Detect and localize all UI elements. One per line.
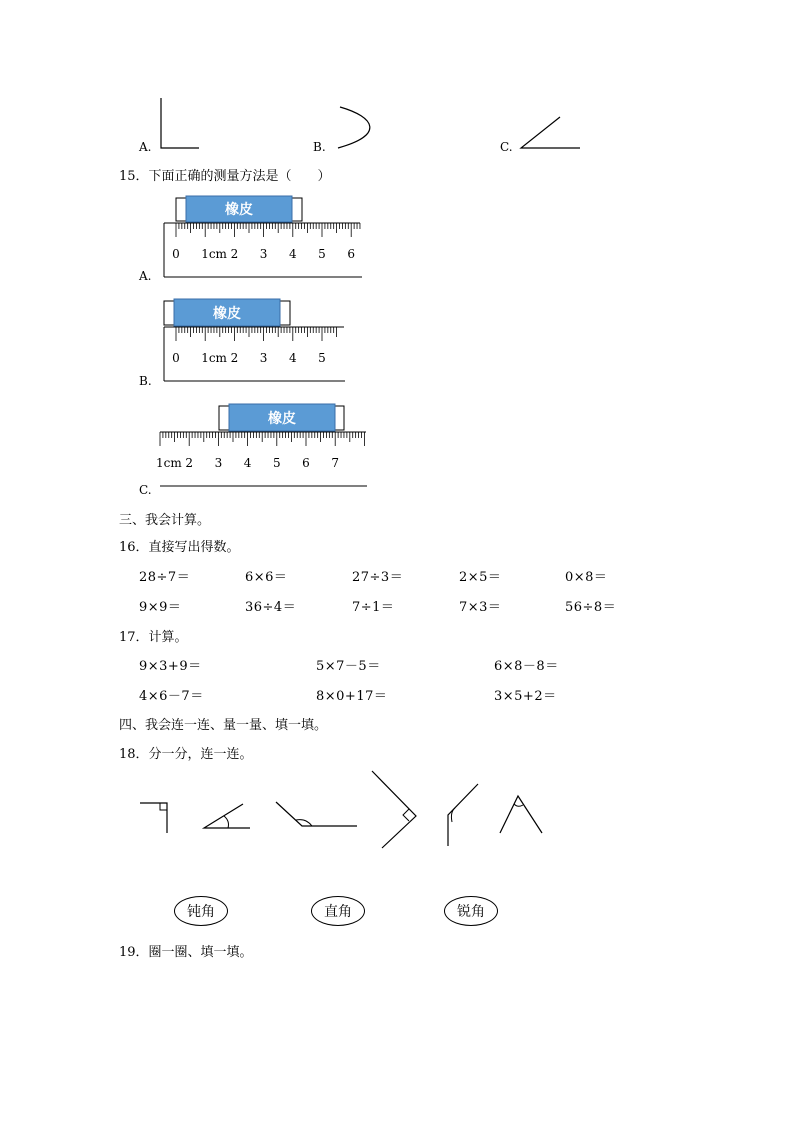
q16-title: 16．直接写出得数。 — [119, 540, 240, 555]
ruler-c-tick-label: 6 — [302, 456, 310, 470]
q16-row2-item: 7÷1＝ — [352, 600, 395, 615]
oval-right-angle[interactable]: 直角 — [311, 896, 365, 926]
q16-row2-item: 36÷4＝ — [245, 600, 297, 615]
q17-row2-item: 8×0+17＝ — [316, 689, 388, 704]
ruler-b-tick-label: 1cm — [201, 351, 227, 365]
ruler-a-tick-label: 4 — [288, 247, 297, 261]
q17-row1-item: 5×7－5＝ — [316, 659, 381, 674]
ruler-a-tick-label: 6 — [347, 247, 356, 261]
ruler-c-tick-label: 5 — [272, 456, 281, 470]
q17-row2-item: 3×5+2＝ — [494, 689, 557, 704]
section-3-heading: 三、我会计算。 — [119, 513, 211, 528]
ruler-c-tick-label: 4 — [243, 456, 252, 470]
ruler-c-option-label: C. — [139, 483, 152, 497]
ruler-a-tick-label: 5 — [318, 247, 326, 261]
ruler-c-tick-label: 2 — [185, 456, 194, 470]
q16-row2-item: 9×9＝ — [139, 600, 182, 615]
right-angle-figure-1 — [140, 803, 167, 833]
ruler-b-tick-label: 4 — [288, 351, 297, 365]
acute-angle-figure-3 — [500, 796, 542, 833]
ruler-c-tick-label: 1cm — [156, 456, 182, 470]
q16-row1-item: 28÷7＝ — [139, 570, 191, 585]
ruler-c-tick-label: 3 — [214, 456, 223, 470]
oval-obtuse-angle[interactable]: 钝角 — [174, 896, 228, 926]
q17-row2-item: 4×6－7＝ — [139, 689, 204, 704]
q16-row1-item: 27÷3＝ — [352, 570, 404, 585]
q16-row2-item: 56÷8＝ — [565, 600, 617, 615]
right-angle-figure-2 — [372, 771, 416, 848]
ruler-c-eraser-label: 橡皮 — [268, 411, 296, 427]
q18-title: 18．分一分，连一连。 — [119, 747, 253, 762]
ruler-a-tick-label: 0 — [172, 247, 180, 261]
ruler-b-tick-label: 0 — [172, 351, 180, 365]
q19-title: 19．圈一圈、填一填。 — [119, 945, 253, 960]
ruler-b-eraser-label: 橡皮 — [213, 306, 241, 322]
ruler-b-tick-label: 3 — [259, 351, 268, 365]
acute-angle-figure-2 — [448, 784, 478, 846]
q14-option-b-label: B. — [313, 140, 326, 154]
ruler-a-tick-label: 2 — [230, 247, 239, 261]
ruler-a-tick-label: 3 — [259, 247, 268, 261]
oval-acute-angle[interactable]: 锐角 — [444, 896, 498, 926]
q14-option-c-label: C. — [500, 140, 513, 154]
ruler-a-option-label: A. — [139, 269, 152, 283]
obtuse-angle-figure — [276, 802, 357, 826]
q15-title: 15．下面正确的测量方法是（ ） — [119, 169, 331, 184]
ruler-c-tick-label: 7 — [331, 456, 340, 470]
q14-option-a-label: A. — [139, 140, 152, 154]
q17-title: 17．计算。 — [119, 630, 188, 645]
q16-row1-item: 0×8＝ — [565, 570, 608, 585]
ruler-a-tick-label: 1cm — [201, 247, 227, 261]
acute-angle-figure-1 — [204, 804, 250, 828]
ruler-b-tick-label: 5 — [318, 351, 326, 365]
section-4-heading: 四、我会连一连、量一量、填一填。 — [119, 718, 328, 733]
ruler-b-tick-label: 2 — [230, 351, 239, 365]
q17-row1-item: 9×3+9＝ — [139, 659, 202, 674]
q16-row2-item: 7×3＝ — [459, 600, 502, 615]
ruler-b-option-label: B. — [139, 374, 152, 388]
q17-row1-item: 6×8－8＝ — [494, 659, 559, 674]
ruler-a-eraser-label: 橡皮 — [225, 202, 253, 218]
q16-row1-item: 6×6＝ — [245, 570, 288, 585]
q16-row1-item: 2×5＝ — [459, 570, 502, 585]
